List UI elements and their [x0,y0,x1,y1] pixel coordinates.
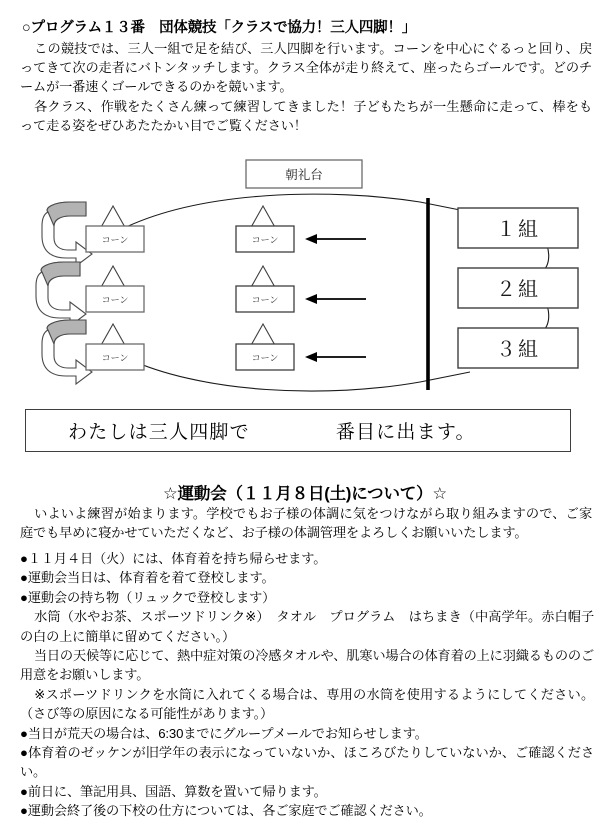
cone-row-1-middle [236,206,294,252]
class-box-label: ２組 [496,279,540,301]
fill-in-sentence-box [25,409,571,452]
list-item-text: 運動会の持ち物（リュックで登校します） [27,589,276,605]
list-item [20,568,594,587]
list-item-text: 当日が荒天の場合は、6:30までにグループメールでお知らせします。 [27,725,428,741]
list-item [20,549,594,568]
turn-arrow-row-3 [42,320,92,384]
list-item-bullet: ● [20,745,28,761]
class-box-2 [458,268,578,308]
list-item-bullet: ● [20,725,28,741]
cone-label: コーン [251,295,279,305]
program-paragraph-2 [20,97,592,135]
fill-in-text-before: わたしは三人四脚で [68,422,250,443]
turn-arrow-row-2 [36,262,86,326]
cone-label: コーン [101,353,129,363]
list-item [20,743,594,782]
cone-row-3-left [86,324,144,370]
class-box-label: １組 [496,219,540,241]
list-item-bullet: ● [20,551,28,566]
list-item [20,607,594,646]
list-item [20,685,594,724]
list-item-text: 水筒（水やお茶、スポーツドリンク※） タオル プログラム はちまき（中高学年。赤白帽子の白の上に簡単に留めてください。） [20,609,594,644]
sports-day-intro-text: いよいよ練習が始まります。学校でもお子様の体調に気をつけながら取り組みますので、ご家庭でも早めに寝かせていただくなど、お子様の体調管理をよろしくお願いいたします。 [20,506,592,541]
list-item [20,801,594,820]
cone-label: コーン [101,235,129,245]
class-box-label: ３組 [496,339,540,361]
cone-label: コーン [251,235,279,245]
list-item [20,782,594,801]
fill-in-text-after: 番目に出ます。 [335,422,476,443]
assembly-platform-label: 朝礼台 [285,168,323,182]
turn-arrow-row-1 [42,202,92,266]
class-box-1 [458,208,578,248]
list-item-text: 体育着のゼッケンが旧学年の表示になっていないか、ほころびたりしていないか、ご確認ください。 [20,745,594,780]
program-paragraph-1-text: この競技では、三人一組で足を結び、三人四脚を行います。コーンを中心にぐるっと回り、戻ってきて次の走者にバトンタッチします。クラス全体が走り終えて、座ったらゴールです。どのチームが一番速くゴールできるのかを競います。 [20,41,592,95]
list-item [20,588,594,607]
list-item-text: 運動会当日は、体育着を着て登校します。 [27,570,275,586]
list-item-text: ※スポーツドリンクを水筒に入れてくる場合は、専用の水筒を使用するようにしてください。（さび等の原因になる可能性があります。） [20,686,594,722]
cone-row-2-left [86,266,144,312]
list-item-text: １１月４日（火）には、体育着を持ち帰らせます。 [27,551,327,566]
run-arrow-row-3 [305,352,366,362]
sports-day-notes-list [20,549,594,821]
list-item-bullet: ● [20,803,28,819]
track-diagram [0,150,610,398]
list-item-text: 前日に、筆記用具、国語、算数を置いて帰ります。 [27,783,327,799]
cone-row-3-middle [236,324,294,370]
track-curve-bottom [120,355,470,391]
program-heading: ○プログラム１３番 団体競技「クラスで協力！三人四脚！」 [22,20,417,36]
list-item-bullet: ● [20,570,28,586]
sports-day-intro [20,504,592,542]
class-box-3 [458,328,578,368]
program-paragraph-2-text: 各クラス、作戦をたくさん練って練習してきました！子どもたちが一生懸命に走って、棒をもって走る姿をぜひあたたかい目でご覧ください！ [20,99,592,134]
list-item [20,724,594,743]
list-item [20,646,594,685]
cone-label: コーン [101,295,129,305]
program-paragraph-1 [20,39,592,97]
cone-row-1-left [86,206,144,252]
run-arrow-row-2 [305,294,366,304]
run-arrow-row-1 [305,234,366,244]
list-item-text: 当日の天候等に応じて、熱中症対策の冷感タオルや、肌寒い場合の体育着の上に羽織るもののご用意をお願いします。 [20,648,594,683]
cone-label: コーン [251,353,279,363]
cone-row-2-middle [236,266,294,312]
sports-day-heading: ☆運動会（１１月８日(土)について）☆ [163,485,447,503]
list-item-text: 運動会終了後の下校の仕方については、各ご家庭でご確認ください。 [27,803,432,819]
track-curve-top [120,194,470,230]
assembly-platform-box [246,160,362,188]
list-item-bullet: ● [20,589,28,605]
list-item-bullet: ● [20,783,28,799]
